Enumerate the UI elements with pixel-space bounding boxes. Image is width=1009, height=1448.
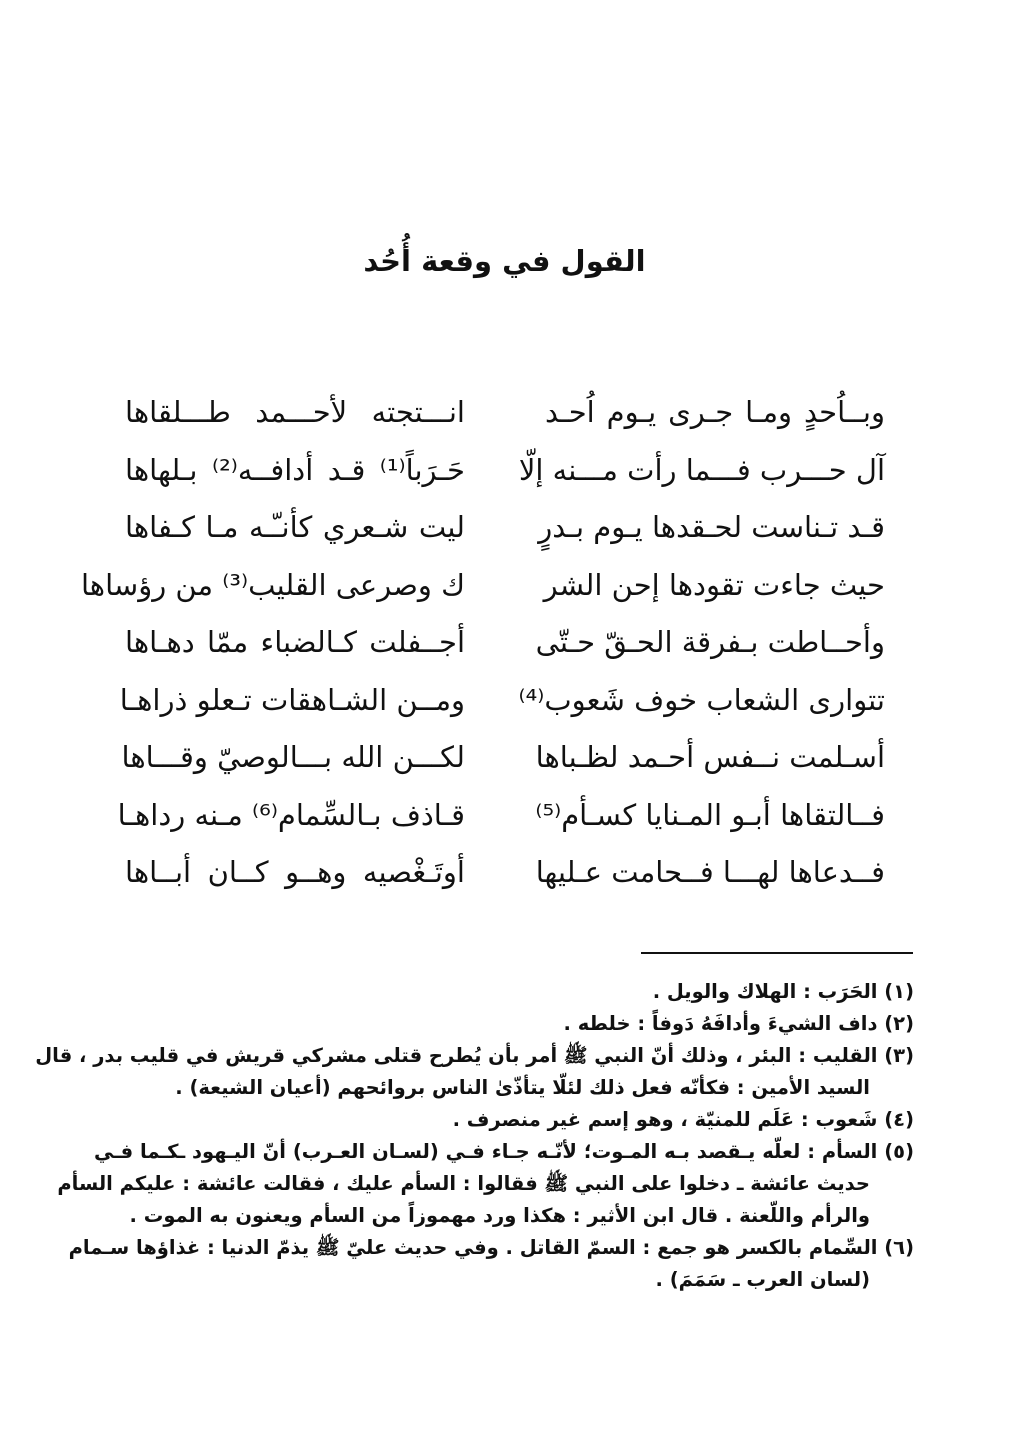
verse — [125, 614, 885, 672]
verse-second-hemistich: ومــن الشـاهقات تـعلو ذراهـا — [119, 682, 465, 717]
footnote-line: (٤) شَعوب : عَلَم للمنيّة ، وهو إسم غير منصرف . — [452, 1108, 914, 1131]
verse — [119, 672, 885, 730]
verse-second-hemistich: لكـــن الله بـــالوصيّ وقـــاها — [121, 740, 465, 774]
verse-first-hemistich: وبــاُحدٍ ومـا جـرى يـوم اُحـد — [545, 395, 885, 429]
verse-first-hemistich: قـد تـناست لحـقدها يـوم بـدرٍ — [538, 510, 885, 544]
verse — [125, 844, 885, 902]
verse-first-hemistich: أسـلمت نــفس أحـمد لظـباها — [535, 740, 885, 774]
footnote-line: (٢) داف الشيءَ وأدافَهُ دَوفاً : خلطه . — [563, 1012, 914, 1035]
verse-second-hemistich: أوتَـغْصيه وهــو كــان أبــاها — [125, 855, 465, 889]
footnotes — [35, 976, 914, 1296]
footnote-line: (٣) القليب : البئر ، وذلك أنّ النبي ﷺ أمر بأن يُطرح قتلى مشركي قريش في قليب بدر ، قال — [35, 1044, 914, 1067]
poem — [80, 384, 885, 902]
chapter-title: القول في وقعة أُحُد — [363, 244, 646, 278]
verse — [125, 442, 885, 500]
verse-first-hemistich: آل حـــرب فـــما رأت مـــنه إلّا — [518, 452, 885, 487]
verse-second-hemistich: قـاذف بـالسِّمام⁽⁶⁾ مـنه رداهـا — [117, 797, 465, 832]
footnote-continuation-line: والرأم واللّعنة . قال ابن الأثير : هكذا ورد مهموزاً من السأم ويعنون به الموت . — [129, 1204, 870, 1227]
verse — [80, 557, 885, 615]
verse-first-hemistich: فــدعاها لهـــا فــحامت عـليها — [535, 855, 885, 889]
verse — [125, 499, 885, 557]
verse-first-hemistich: فــالتقاها أبـو المـنايا كسـأم⁽⁵⁾ — [535, 797, 885, 832]
footnote-line: (٥) السأم : لعلّه يـقصد بـه المـوت؛ لأنّـه جـاء فـي (لسـان العـرب) أنّ اليـهود ـكـما فـي — [94, 1140, 914, 1163]
verse-first-hemistich: حيث جاءت تقودها إحن الشر — [543, 567, 885, 602]
footnote-line: (١) الحَرَب : الهلاك والويل . — [652, 980, 914, 1003]
footnote-continuation-line: السيد الأمين : فكأنّه فعل ذلك لئلّا يتأذّىٰ الناس بروائحهم (أعيان الشيعة) . — [175, 1076, 870, 1099]
verse-second-hemistich: انـــتجته لأحـــمد طـــلقاها — [125, 395, 465, 429]
verse-second-hemistich: أجــفلت كـالضباء ممّا دهـاها — [125, 625, 465, 659]
verse-second-hemistich: حَـرَباً⁽¹⁾ قـد أدافــه⁽²⁾ بـلهاها — [125, 452, 465, 487]
verse-first-hemistich: تتوارى الشعاب خوف شَعوب⁽⁴⁾ — [518, 682, 885, 717]
verse-second-hemistich: ك وصرعى القليب⁽³⁾ من رؤساها — [80, 567, 465, 602]
footnote-continuation-line: (لسان العرب ـ سَمَمَ) . — [655, 1268, 870, 1291]
verse-first-hemistich: وأحــاطت بـفرقة الحـقّ حـتّى — [535, 625, 885, 659]
footnote-line: (٦) السِّمام بالكسر هو جمع : السمّ القاتل . وفي حديث عليّ ﷺ يذمّ الدنيا : غذاؤها سـمام — [68, 1236, 914, 1259]
verse — [117, 787, 885, 845]
verse-second-hemistich: ليت شـعري كأنـّـه مـا كـفاها — [125, 510, 465, 544]
verse — [121, 729, 885, 787]
verse — [125, 384, 885, 442]
footnote-separator — [641, 952, 913, 954]
footnote-continuation-line: حديث عائشة ـ دخلوا على النبي ﷺ فقالوا : السأم عليك ، فقالت عائشة : عليكم السأم — [57, 1172, 870, 1195]
